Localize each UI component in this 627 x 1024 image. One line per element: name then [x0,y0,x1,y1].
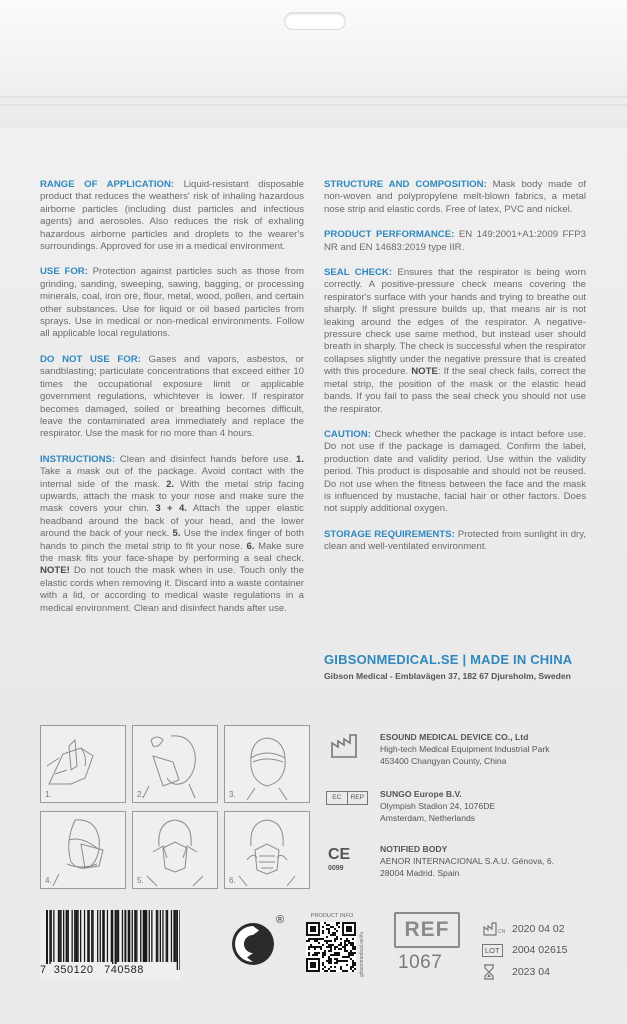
qr-module [348,952,350,954]
qr-module [320,946,322,948]
step-cell-5: 5. [132,811,218,889]
qr-module [332,934,334,936]
barcode-bar [68,910,69,962]
barcode-bar [134,910,136,962]
seal-check: SEAL CHECK: Ensures that the respirator is being worn correctly. A positive-pressure check means covering the respirator's surface with your hands and trying to breathe out sharply. If slight pressure builds up, that means air is not leaking around the edges of the respirator. A negative-pressure check use same method, but instead user should breath in sharply. The check is successful when the respirator collapses slightly under the negative pressure that is created with this procedure. NOTE: If the seal check fails, correct the metal strip, the position of the mask or the elastic head bands. If you fail to pass the seal check you should not use the respirator. [324,267,586,415]
qr-module [352,948,354,950]
qr-module [330,934,332,936]
qr-module [336,930,338,932]
qr-module [316,946,318,948]
zip-seal-area [0,0,627,128]
barcode-bar [179,910,180,970]
qr-module [352,942,354,944]
barcode-bar [132,910,133,962]
qr-module [354,962,356,964]
hourglass-icon [482,964,496,980]
barcode-bar [66,910,68,962]
qr-module [326,960,328,962]
barcode-number: 7 350120 740588 [40,964,144,976]
barcode-bar [107,910,108,962]
qr-module [328,968,330,970]
barcode-bar [84,910,85,962]
barcode-bar [118,910,119,962]
qr-module [308,948,310,950]
qr-module [326,970,328,972]
qr-module [328,932,330,934]
qr-module [336,958,338,960]
qr-module [352,946,354,948]
qr-module [346,970,348,972]
ce-number: 0099 [328,865,344,872]
barcode-bar [72,910,73,962]
qr-module [328,940,330,942]
qr-module [346,960,348,962]
qr-module [340,968,342,970]
step-cell-6: 6. [224,811,310,889]
qr-module [340,966,342,968]
barcode-bar [149,910,150,962]
mask-unpack-step-icon [41,726,125,802]
range-of-application: RANGE OF APPLICATION: Liquid-resistant disposable product that reduces the weathers' risk of inhaling hazardous airborne particles (including dust particles and infectious agents) and aerosoles. Also reduces the risk of exhaling hazardous airborne particles and droplets to the wearer's surroundings. Approved for use in a medical environment. [40,179,304,253]
qr-module [310,938,312,940]
left-text-column [40,179,304,628]
qr-module [338,952,340,954]
qr-module [354,948,356,950]
qr-module [316,940,318,942]
ref-label: REF [394,912,460,948]
qr-module [328,924,330,926]
qr-module [346,938,348,940]
step-cell-1: 1. [40,725,126,803]
barcode-bar [91,910,92,962]
qr-module [312,954,314,956]
qr-module [354,964,356,966]
qr-module [352,970,354,972]
qr-module [328,956,330,958]
qr-module [322,962,324,964]
qr-module [330,944,332,946]
qr-module [330,948,332,950]
ref-value: 1067 [398,952,443,973]
qr-module [326,940,328,942]
barcode-bar [77,910,78,962]
qr-module [354,946,356,948]
barcode-bar [102,910,103,962]
qr-module [346,950,348,952]
qr-label: PRODUCT INFO [310,913,354,919]
barcode-bar [111,910,112,962]
ec-rep-badge: EC REP [326,791,368,805]
company-address: Gibson Medical - Emblavägen 37, 182 67 Djursholm, Sweden [324,671,571,681]
qr-module [322,938,324,940]
qr-module [326,942,328,944]
hang-hole [284,12,346,30]
qr-module [328,930,330,932]
qr-module [336,952,338,954]
qr-module [340,942,342,944]
qr-module [314,954,316,956]
qr-module [330,962,332,964]
qr-module [338,922,340,924]
qr-module [322,932,324,934]
qr-module [324,922,326,924]
step-cell-2: 2. [132,725,218,803]
qr-module [328,950,330,952]
qr-module [324,954,326,956]
qr-module [328,944,330,946]
qr-module [344,940,346,942]
qr-module [336,922,338,924]
qr-module [318,942,320,944]
barcode-bar [87,910,88,962]
qr-module [336,960,338,962]
qr-url: gibsonmedical.se/ifu [359,931,365,977]
qr-module [320,938,322,940]
qr-module [340,938,342,940]
green-dot-recycle-icon [229,920,277,968]
qr-module [334,948,336,950]
qr-module [340,960,342,962]
qr-module [344,956,346,958]
qr-module [320,948,322,950]
structure-and-composition: STRUCTURE AND COMPOSITION: Mask body made of non-woven and polypropylene melt-blown fabrics, a metal nose strip and elastic cords. Free of latex, PVC and nickel. [324,179,586,215]
qr-module [336,946,338,948]
barcode-bar [89,910,90,962]
pinch-nose-step-icon [133,812,217,888]
barcode-bar [146,910,147,962]
qr-module [344,942,346,944]
neck-band-step-icon [41,812,125,888]
barcode-bar [177,910,178,970]
qr-module [308,940,310,942]
manufacturer-block: ESOUND MEDICAL DEVICE CO., Ltd High-tech Medical Equipment Industrial Park 453400 Changyan County, China [380,732,550,766]
qr-module [346,964,348,966]
barcode-bar [115,910,117,970]
qr-module [308,952,310,954]
qr-module [330,940,332,942]
qr-module [322,952,324,954]
qr-module [316,952,318,954]
instruction-steps-grid [40,725,310,888]
qr-module [308,946,310,948]
instructions: INSTRUCTIONS: Clean and disinfect hands before use. 1. Take a mask out of the package. Avoid contact with the internal side of the mask. 2. With the metal strip facing upwards, attach the mask to your nose and make sure the mask covers your chin. 3 + 4. Attach the upper elastic headband around the back of your head, and the lower around the back of your neck. 5. Use the index finger of both hands to pinch the metal strip to fit your nose. 6. Make sure the mask fits your face-shape by performing a seal check. NOTE! Do not touch the mask when in use. Touch only the elastic cords when removing it. Discard into a waste container with a lid, or according to medical waste regulations in a medical environment. Clean and disinfect hands after use. [40,453,305,614]
qr-module [330,958,332,960]
qr-module [340,944,342,946]
qr-module [338,944,340,946]
qr-module [342,960,344,962]
qr-module [314,948,316,950]
headband-back-step-icon [225,726,309,802]
qr-module [318,938,320,940]
qr-module [334,966,336,968]
qr-module [336,936,338,938]
barcode-bar [156,910,157,962]
ce-mark: CE [328,846,351,863]
registered-mark: ® [276,914,285,926]
barcode-bar [175,910,176,962]
caution: CAUTION: Check whether the package is intact before use. Do not use if the package is damaged. Confirm the label, production date and validity period. Use within the validity period. This product is disposable and should not be reused. Do not use when the fitness between the face and the mask is influenced by mustache, facial hair or other factors. Does not supply additional oxygen. [324,428,586,515]
step-cell-3: 3. [224,725,310,803]
qr-module [318,952,320,954]
barcode-bar [173,910,175,962]
qr-module [330,950,332,952]
barcode-bar [51,910,52,962]
barcode-bar [59,910,60,962]
qr-module [326,928,328,930]
qr-module [348,954,350,956]
qr-module [336,954,338,956]
qr-module [310,944,312,946]
qr-module [352,960,354,962]
barcode-bar [112,910,113,970]
ref-block [394,912,470,982]
zip-line [0,104,627,106]
qr-module [308,938,310,940]
qr-module [344,970,346,972]
qr-module [308,954,310,956]
qr-module [322,944,324,946]
qr-module [336,938,338,940]
qr-module [354,968,356,970]
qr-module [334,954,336,956]
qr-module [340,948,342,950]
qr-module [328,960,330,962]
barcode-bar [100,910,101,962]
zip-line [0,96,627,98]
qr-module [326,924,328,926]
qr-module [332,954,334,956]
barcode-bar [104,910,105,962]
qr-module [312,946,314,948]
qr-module [330,970,332,972]
qr-module [352,962,354,964]
barcode-bar [143,910,144,962]
qr-module [316,938,318,940]
qr-module [344,944,346,946]
qr-module [322,968,324,970]
barcode-bar [167,910,168,962]
qr-module [334,962,336,964]
qr-module [322,964,324,966]
qr-module [352,952,354,954]
barcode-bar [157,910,158,962]
qr-module [350,954,352,956]
barcode-bar [151,910,152,962]
qr-module [334,938,336,940]
qr-module [328,928,330,930]
qr-module [334,932,336,934]
qr-module [322,926,324,928]
qr-module [314,938,316,940]
qr-module [324,966,326,968]
right-text-column [324,179,586,567]
barcode-bar [144,910,146,962]
qr-module [338,954,340,956]
product-performance: PRODUCT PERFORMANCE: EN 149:2001+A1:2009 FFP3 NR and EN 14683:2019 type IIR. [324,229,587,253]
qr-module [332,970,334,972]
qr-module [306,940,308,942]
qr-module [328,946,330,948]
qr-module [326,936,328,938]
qr-module [330,966,332,968]
qr-module [346,926,352,932]
qr-module [324,970,326,972]
qr-module [322,954,324,956]
qr-module [330,946,332,948]
qr-module [316,954,318,956]
barcode-bar [49,910,50,970]
step-cell-4: 4. [40,811,126,889]
barcode-bar [75,910,77,962]
qr-module [352,954,354,956]
barcode-bar [80,910,81,962]
qr-code[interactable] [306,922,356,972]
qr-module [332,926,334,928]
qr-module [344,950,346,952]
qr-module [314,946,316,948]
seal-check-step-icon [225,812,309,888]
barcode-bar [136,910,137,962]
qr-module [334,940,336,942]
qr-module [322,956,324,958]
qr-module [352,938,354,940]
qr-module [352,966,354,968]
barcode-bar [92,910,93,962]
qr-module [350,944,352,946]
website-made-in: GIBSONMEDICAL.SE | MADE IN CHINA [324,652,573,667]
qr-module [352,964,354,966]
qr-module [344,946,346,948]
qr-module [332,932,334,934]
qr-module [344,948,346,950]
barcode-bar [124,910,126,962]
qr-module [350,952,352,954]
qr-module [334,946,336,948]
qr-module [350,950,352,952]
barcode-bar [122,910,123,962]
do-not-use-for: DO NOT USE FOR: Gases and vapors, asbestos, or sandblasting; particulate concentrations that exceed either 10 times the occupational exposure limit or applicable government regulations, whichtever is lower. If respirator becomes damaged, soiled or breathing becomes difficult, leave the contaminated area immediately and replace the respirator. Use the mask for no more than 4 hours. [40,353,304,440]
qr-module [328,962,330,964]
barcode-bar [117,910,118,962]
qr-module [318,946,320,948]
qr-module [334,958,336,960]
qr-module [334,970,336,972]
qr-module [352,944,354,946]
qr-module [350,968,352,970]
barcode-bar [58,910,59,962]
qr-module [310,946,312,948]
notified-body-block: NOTIFIED BODY AENOR INTERNACIONAL S.A.U. Génova, 6. 28004 Madrid. Spain [380,844,554,878]
barcode-bar [63,910,64,962]
barcode-bar [97,910,98,962]
barcode-bar [53,910,54,962]
qr-module [348,956,350,958]
barcode-bar [162,910,163,962]
qr-module [314,940,316,942]
qr-module [324,952,326,954]
qr-module [338,926,340,928]
qr-module [324,950,326,952]
qr-module [314,952,316,954]
qr-module [336,962,338,964]
qr-module [346,944,348,946]
qr-module [338,960,340,962]
qr-module [350,966,352,968]
qr-module [350,942,352,944]
ec-rep-block: SUNGO Europe B.V. Olympish Stadion 24, 1076DE Amsterdam, Netherlands [380,789,496,823]
barcode-bar [46,910,48,970]
qr-module [328,958,330,960]
storage-requirements: STORAGE REQUIREMENTS: Protected from sunlight in dry, clean and well-ventilated environment. [324,528,586,553]
qr-module [330,926,332,928]
qr-module [350,958,352,960]
qr-module [348,940,350,942]
qr-module [342,946,344,948]
barcode-bar [128,910,129,962]
barcode-bar [140,910,141,962]
qr-module [330,954,332,956]
barcode-bar [74,910,75,962]
barcode-bar [60,910,61,962]
barcode-bar [171,910,172,962]
qr-module [334,934,336,936]
use-for: USE FOR: Protection against particles such as those from grinding, sanding, sweeping, sawing, bagging, or processing minerals, coal, iron ore, flour, metal, wood, pollen, and certain other substances. Use for liquid or oil based particles from sprays. Use in medical or non-medical environments. Follow all applicable local regulations. [40,266,304,340]
qr-module [324,940,326,942]
qr-module [348,942,350,944]
mask-on-face-step-icon [133,726,217,802]
qr-module [322,930,324,932]
qr-module [332,944,334,946]
qr-module [330,960,332,962]
qr-module [334,928,336,930]
qr-module [342,956,344,958]
qr-module [354,952,356,954]
qr-module [336,924,338,926]
qr-module [334,952,336,954]
qr-module [338,948,340,950]
qr-module [310,926,316,932]
qr-module [346,956,348,958]
qr-module [312,938,314,940]
qr-module [326,946,328,948]
barcode-bar [166,910,167,962]
qr-module [310,962,316,968]
barcode-bar [129,910,130,962]
barcode-bar [160,910,161,962]
qr-module [346,940,348,942]
qr-module [344,960,346,962]
qr-module [342,970,344,972]
